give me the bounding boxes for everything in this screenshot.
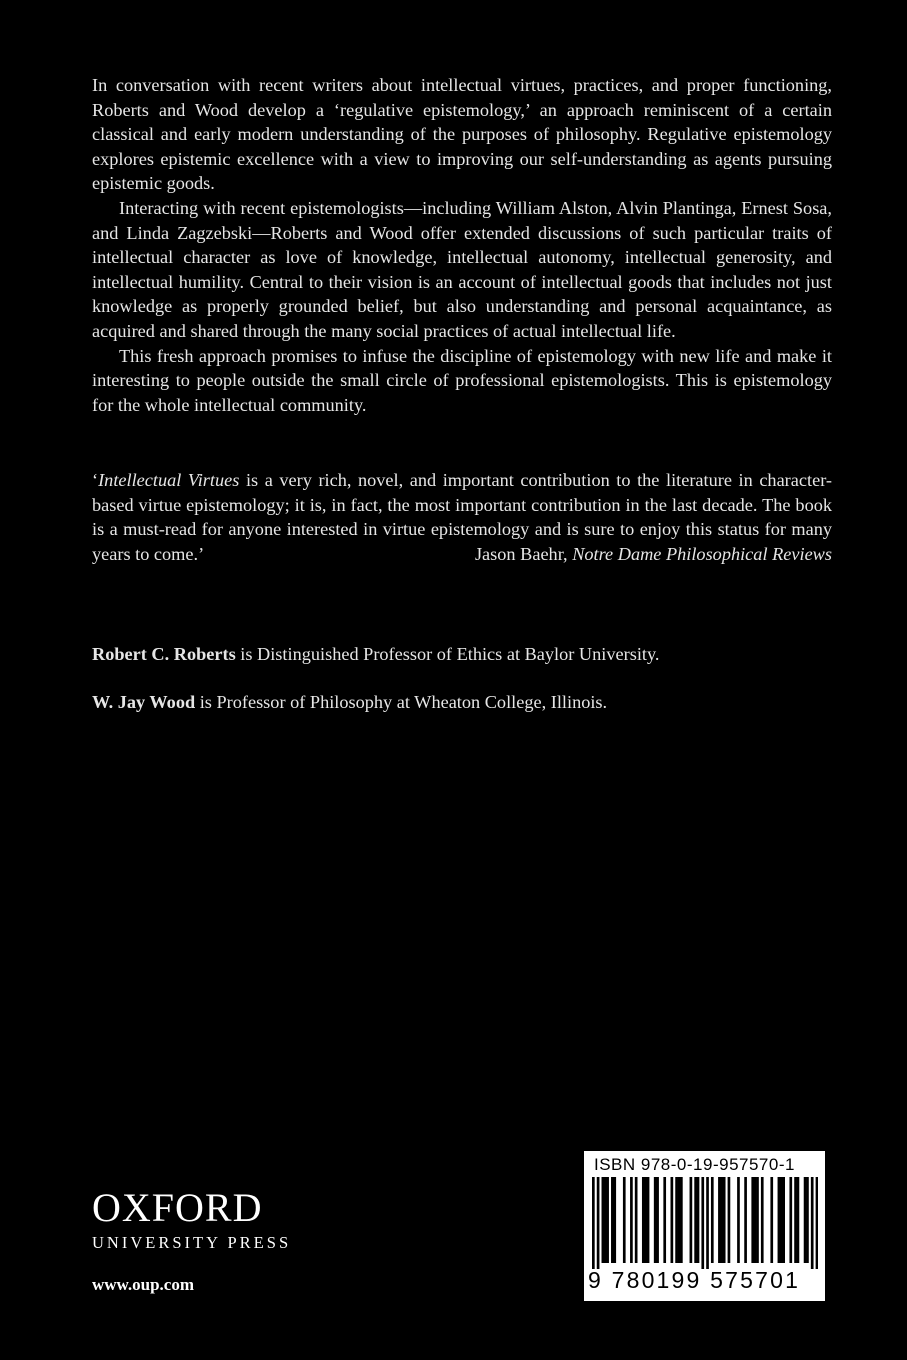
review-open-quote: ‘ (92, 470, 99, 490)
barcode-bar (711, 1177, 714, 1263)
barcode-bar (613, 1177, 616, 1263)
barcode-bar (694, 1177, 697, 1263)
book-description (92, 73, 832, 417)
barcode-bar (697, 1177, 700, 1263)
barcode-bar (647, 1177, 650, 1263)
barcode-panel (584, 1151, 825, 1301)
barcode-bar (680, 1177, 683, 1263)
author-bio-2 (92, 690, 607, 714)
barcode-bar (756, 1177, 759, 1263)
barcode-bar (642, 1177, 645, 1263)
barcode-bar (611, 1177, 614, 1263)
publisher-logo (92, 1186, 291, 1254)
barcode-bar (592, 1177, 595, 1269)
barcode-bar (690, 1177, 693, 1263)
author-bio-text-2: is Professor of Philosophy at Wheaton College, Illinois. (195, 692, 608, 712)
publisher-subtitle: UNIVERSITY PRESS (92, 1233, 292, 1252)
barcode-bar (623, 1177, 626, 1263)
barcode-bar (804, 1177, 807, 1263)
description-paragraph-2: Interacting with recent epistemologists—including William Alston, Alvin Plantinga, Ernest Sosa, and Linda Zagzebski—Roberts and Wood offer extended discussions of such particular traits of intellectual character as love of knowledge, intellectual autonomy, intellectual generosity, and intellectual humility. Central to their vision is an account of intellectual goods that includes not just knowledge as properly grounded belief, but also understanding and personal acquaintance, as acquired and shared through the many social practices of actual intellectual life. (92, 197, 832, 341)
barcode-bar (770, 1177, 773, 1263)
barcode-bar (780, 1177, 783, 1263)
barcode-bar (635, 1177, 638, 1263)
barcode-bar (797, 1177, 800, 1263)
barcode-bar (602, 1177, 605, 1263)
barcode-bar (723, 1177, 726, 1263)
barcode-bar (744, 1177, 747, 1263)
reviewer-name: Jason Baehr, (474, 543, 573, 564)
barcode-bar (811, 1177, 814, 1269)
barcode-bar (789, 1177, 792, 1263)
barcode-bar (597, 1177, 600, 1269)
barcode-digits: 9 780199 575701 (588, 1267, 801, 1293)
author-bio-1 (92, 642, 660, 666)
barcode-bar (751, 1177, 754, 1263)
author-name-2: W. Jay Wood (92, 692, 196, 712)
review-attribution (475, 542, 832, 567)
barcode-bar (630, 1177, 633, 1263)
barcode-bar (737, 1177, 740, 1263)
description-paragraph-3: This fresh approach promises to infuse the discipline of epistemology with new life and make it interesting to people outside the small circle of professional epistemologists. This is epistemology for the whole intellectual community. (92, 345, 832, 415)
barcode-bar (701, 1177, 704, 1269)
isbn-label: ISBN 978-0-19-957570-1 (594, 1155, 795, 1174)
barcode-bar (806, 1177, 809, 1263)
review-quote (92, 468, 832, 566)
review-source: Notre Dame Philosophical Reviews (572, 543, 832, 564)
barcode-bar (794, 1177, 797, 1263)
barcode-bar (671, 1177, 674, 1263)
barcode-bar (606, 1177, 609, 1263)
barcode-bar (656, 1177, 659, 1263)
barcode-bar (816, 1177, 818, 1269)
barcode-bar (728, 1177, 731, 1263)
barcode-icon (592, 1177, 818, 1269)
barcode-bar (778, 1177, 781, 1263)
barcode-bar (754, 1177, 757, 1263)
barcode-bar (644, 1177, 647, 1263)
barcode-bar (675, 1177, 678, 1263)
review-book-title: Intellectual Virtues (98, 470, 240, 490)
review-text: is a very rich, novel, and important contribution to the literature in character-based virtue epistemology; it is, in fact, the most important contribution in the last decade. The book is a must-read for anyone interested in virtue epistemology and is sure to enjoy this status for many years to come.’ (92, 470, 833, 564)
barcode-bar (706, 1177, 709, 1269)
publisher-name: OXFORD (92, 1185, 263, 1230)
barcode-bar (720, 1177, 723, 1263)
publisher-website[interactable]: www.oup.com (92, 1275, 195, 1294)
barcode-bar (654, 1177, 657, 1263)
author-bio-text-1: is Distinguished Professor of Ethics at Baylor University. (235, 644, 660, 664)
barcode-bar (782, 1177, 785, 1263)
description-paragraph-1: In conversation with recent writers about intellectual virtues, practices, and proper functioning, Roberts and Wood develop a ‘regulative epistemology,’ an approach reminiscent of a certain classical and early modern understanding of the purposes of philosophy. Regulative epistemology explores epistemic excellence with a view to improving our self-understanding as agents pursuing epistemic goods. (92, 75, 832, 194)
barcode-bar (761, 1177, 764, 1263)
barcode-bar (718, 1177, 721, 1263)
barcode-bar (604, 1177, 607, 1263)
barcode-bar (678, 1177, 681, 1263)
barcode-bar (663, 1177, 666, 1263)
author-name-1: Robert C. Roberts (92, 644, 236, 664)
